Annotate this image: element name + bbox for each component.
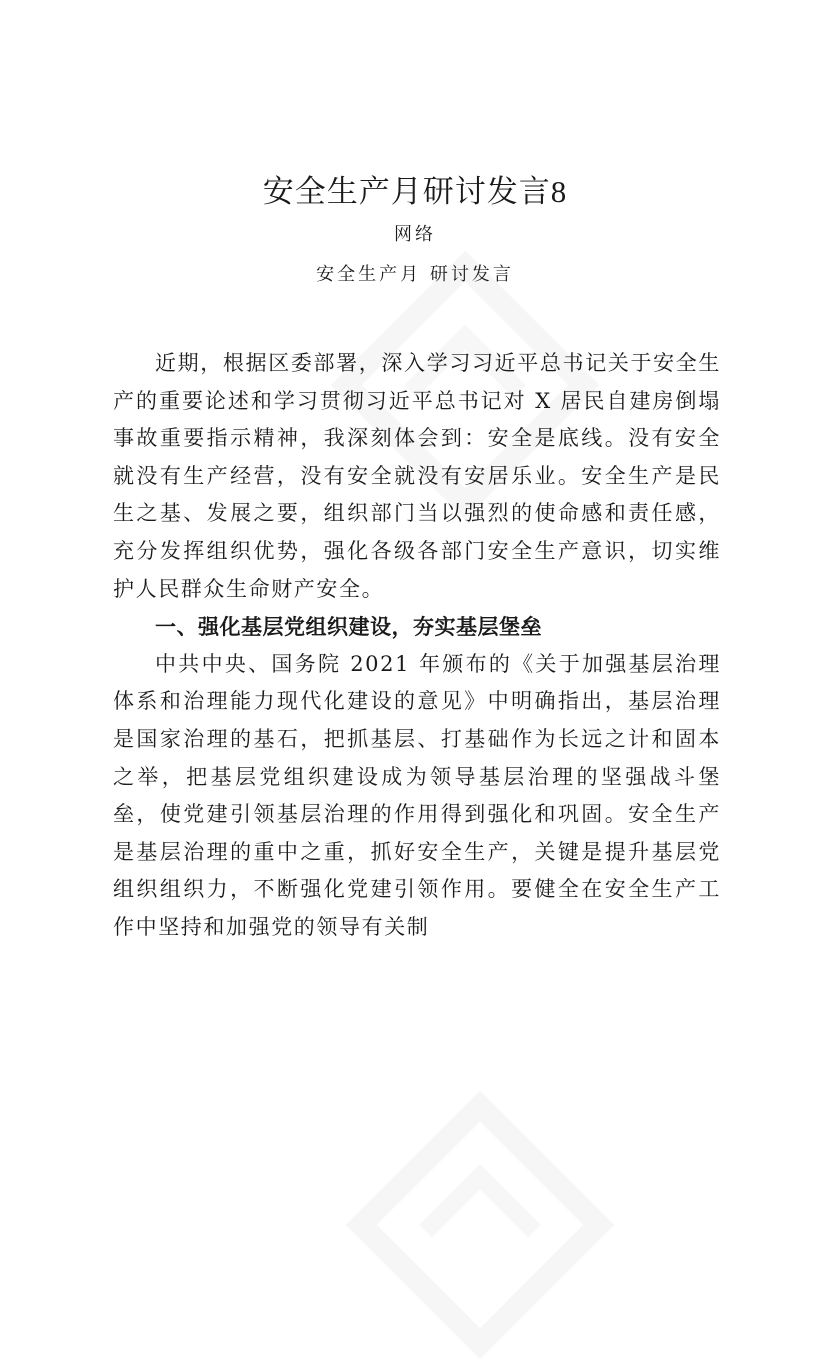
intro-paragraph: 近期，根据区委部署，深入学习习近平总书记关于安全生产的重要论述和学习贯彻习近平总书记对 X 居民自建房倒塌事故重要指示精神，我深刻体会到：安全是底线。没有安全就没有生产经营，没有安全就没有安居乐业。安全生产是民生之基、发展之要，组织部门当以强烈的使命感和责任感，充分发挥组织优势，强化各级各部门安全生产意识，切实维护人民群众生命财产安全。	[113, 351, 721, 601]
title-text: 安全生产月研讨发言	[262, 174, 551, 210]
section-paragraph: 中共中央、国务院 2021 年颁布的《关于加强基层治理体系和治理能力现代化建设的意见》中明确指出，基层治理是国家治理的基石，把抓基层、打基础作为长远之计和固本之举，把基层党组织建设成为领导基层治理的坚强战斗堡垒，使党建引领基层治理的作用得到强化和巩固。安全生产是基层治理的重中之重，抓好安全生产，关键是提升基层党组织组织力，不断强化党建引领作用。要健全在安全生产工作中坚持和加强党的领导有关制	[113, 651, 721, 939]
document-body	[113, 345, 721, 947]
document-keywords: 安全生产月 研讨发言	[316, 264, 514, 285]
title-number: 8	[550, 174, 568, 209]
document-author: 网络	[394, 224, 436, 245]
watermark-bottom	[346, 1091, 615, 1359]
document-title	[0, 166, 830, 211]
section-heading: 一、强化基层党组织建设，夯实基层堡垒	[155, 614, 542, 640]
